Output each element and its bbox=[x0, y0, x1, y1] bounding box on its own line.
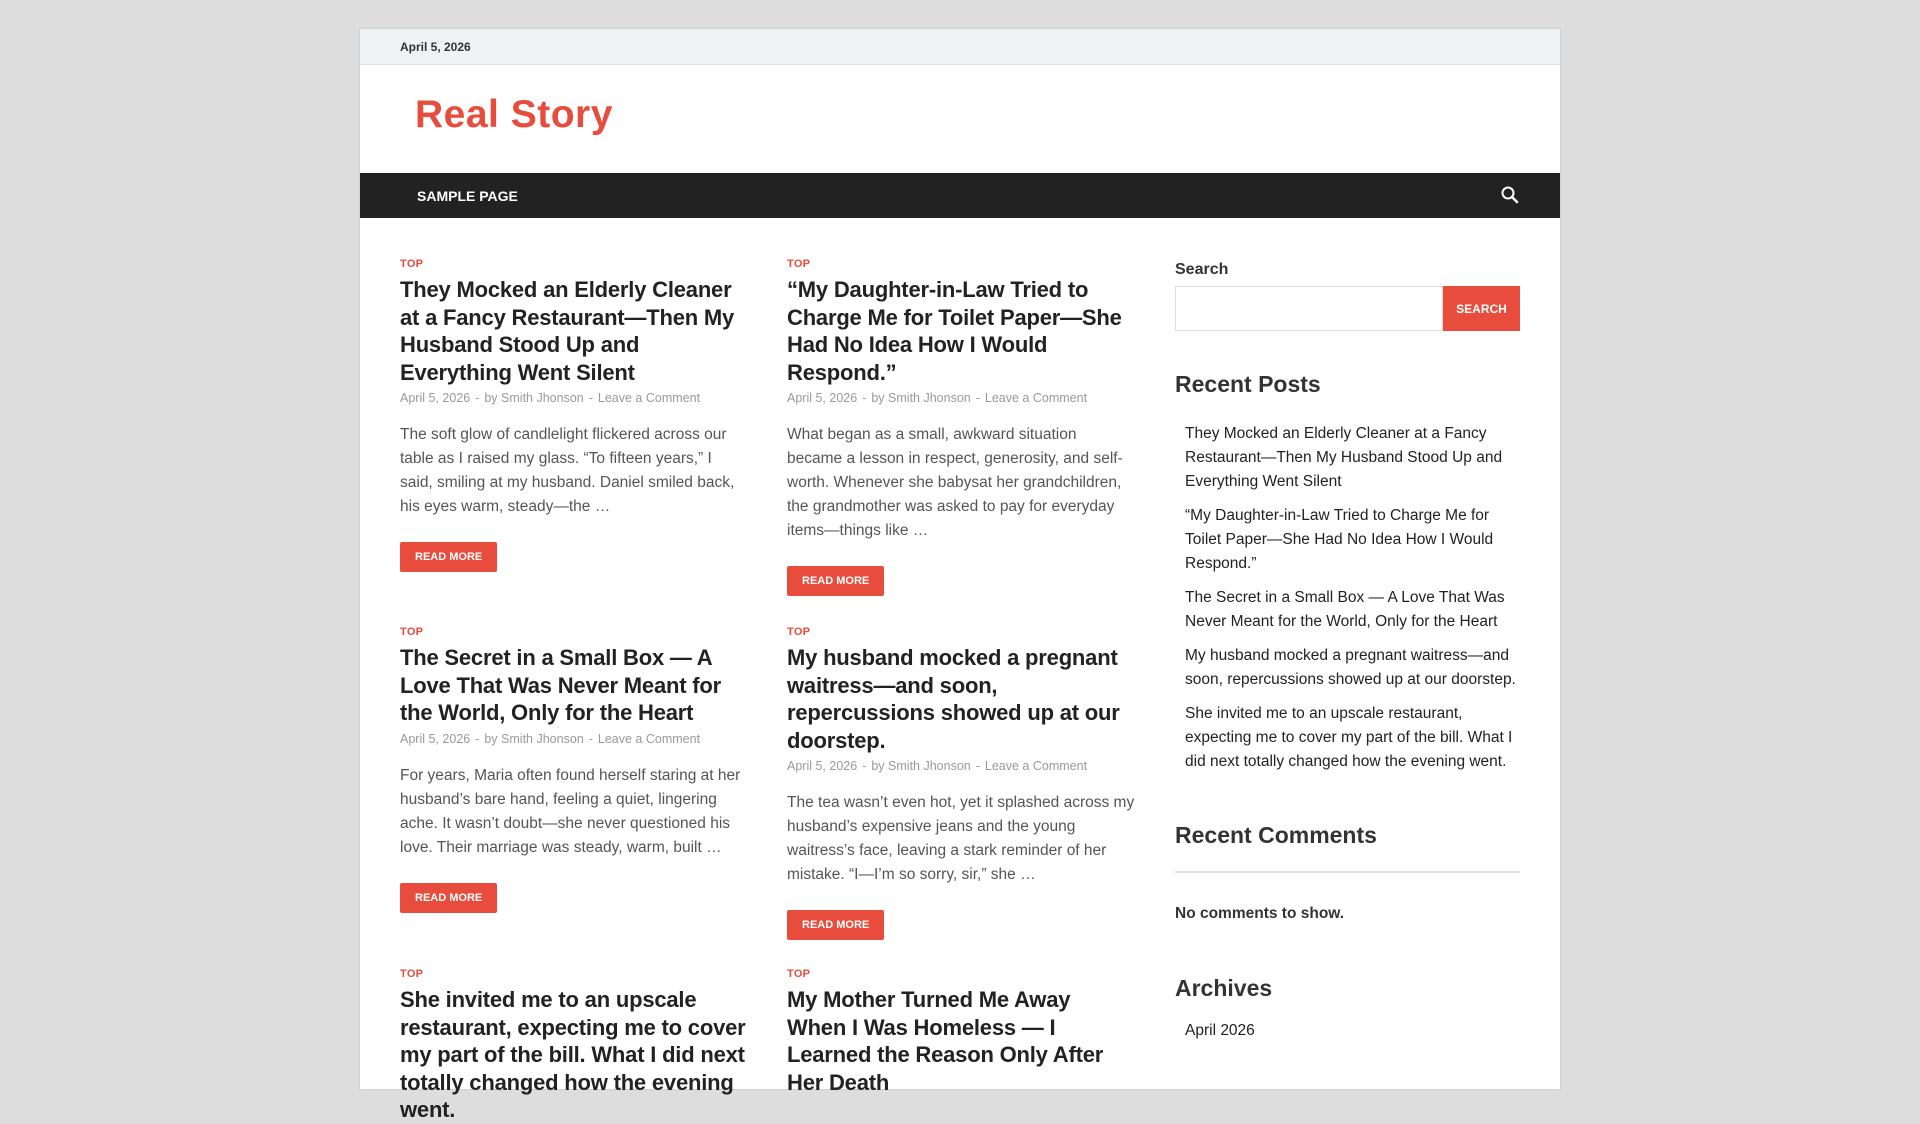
post-category[interactable]: TOP bbox=[400, 626, 424, 638]
recent-comments-title: Recent Comments bbox=[1175, 822, 1377, 848]
sidebar bbox=[1175, 229, 1520, 1080]
post-author[interactable]: Smith Jhonson bbox=[888, 391, 971, 405]
main-nav bbox=[360, 173, 1560, 218]
post-category[interactable]: TOP bbox=[787, 626, 811, 638]
search-icon[interactable] bbox=[1500, 185, 1520, 205]
recent-posts-list bbox=[1175, 422, 1520, 774]
post-title[interactable]: My Mother Turned Me Away When I Was Homeless — I Learned the Reason Only After Her Death bbox=[787, 987, 1104, 1095]
post-category[interactable]: TOP bbox=[787, 258, 811, 270]
recent-posts-title: Recent Posts bbox=[1175, 371, 1321, 397]
post-category[interactable]: TOP bbox=[400, 258, 424, 270]
recent-post-link[interactable]: “My Daughter-in-Law Tried to Charge Me for Toilet Paper—She Had No Idea How I Would Respond.” bbox=[1185, 507, 1494, 572]
post-title[interactable]: My husband mocked a pregnant waitress—and soon, repercussions showed up at our doorstep. bbox=[787, 645, 1120, 753]
site-title[interactable]: Real Story bbox=[415, 93, 613, 136]
post-title[interactable]: They Mocked an Elderly Cleaner at a Fancy Restaurant—Then My Husband Stood Up and Everything Went Silent bbox=[400, 277, 735, 385]
comment-link[interactable]: Leave a Comment bbox=[984, 391, 1088, 405]
post-meta: April 5, 2026 - by Smith Jhonson - Leave a Comment bbox=[787, 759, 1088, 773]
recent-post-link[interactable]: My husband mocked a pregnant waitress—and soon, repercussions showed up at our doorstep. bbox=[1185, 647, 1516, 688]
read-more-button[interactable]: READ MORE bbox=[400, 542, 497, 572]
read-more-button[interactable]: READ MORE bbox=[787, 910, 884, 940]
comment-link[interactable]: Leave a Comment bbox=[597, 731, 701, 746]
top-bar bbox=[360, 29, 1560, 65]
post-meta: April 5, 2026 - by Smith Jhonson - Leave a Comment bbox=[787, 391, 1088, 405]
post-date[interactable]: April 5, 2026 bbox=[787, 759, 858, 773]
recent-post-link[interactable]: They Mocked an Elderly Cleaner at a Fancy Restaurant—Then My Husband Stood Up and Everything Went Silent bbox=[1185, 425, 1503, 490]
read-more-button[interactable]: READ MORE bbox=[400, 883, 497, 913]
post-card bbox=[787, 626, 1135, 940]
nav-item-sample-page[interactable]: SAMPLE PAGE bbox=[417, 187, 518, 204]
widget-divider bbox=[1175, 871, 1520, 873]
comment-link[interactable]: Leave a Comment bbox=[984, 759, 1088, 773]
search-widget-label: Search bbox=[1175, 261, 1229, 278]
post-meta: April 5, 2026 - by Smith Jhonson - Leave a Comment bbox=[400, 731, 701, 746]
post-excerpt: The soft glow of candlelight flickered across our table as I raised my glass. “To fifteen years,” I said, smiling at my husband. Daniel smiled back, his eyes warm, steady—the … bbox=[400, 426, 735, 515]
archives-title: Archives bbox=[1175, 975, 1273, 1001]
post-date[interactable]: April 5, 2026 bbox=[787, 391, 858, 405]
post-title[interactable]: The Secret in a Small Box — A Love That Was Never Meant for the World, Only for the Heart bbox=[400, 645, 722, 725]
post-author[interactable]: Smith Jhonson bbox=[501, 731, 584, 746]
author-prefix: by bbox=[484, 391, 498, 405]
read-more-button[interactable]: READ MORE bbox=[787, 566, 884, 596]
post-category[interactable]: TOP bbox=[400, 968, 424, 980]
post-excerpt: The tea wasn’t even hot, yet it splashed across my husband’s expensive jeans and the young waitress’s face, leaving a stark reminder of her mistake. “I—I’m so sorry, sir,” she … bbox=[787, 794, 1135, 883]
post-title[interactable]: She invited me to an upscale restaurant, expecting me to cover my part of the bill. What I did next totally changed how the evening went. bbox=[400, 987, 746, 1122]
search-input[interactable] bbox=[1175, 286, 1443, 331]
masthead bbox=[360, 65, 1560, 173]
top-bar-date: April 5, 2026 bbox=[400, 39, 471, 54]
author-prefix: by bbox=[871, 759, 885, 773]
archive-link[interactable]: April 2026 bbox=[1185, 1022, 1255, 1039]
comment-link[interactable]: Leave a Comment bbox=[597, 391, 701, 405]
post-title[interactable]: “My Daughter-in-Law Tried to Charge Me for Toilet Paper—She Had No Idea How I Would Respond.” bbox=[787, 277, 1122, 385]
post-date[interactable]: April 5, 2026 bbox=[400, 391, 471, 405]
author-prefix: by bbox=[484, 731, 498, 746]
post-card bbox=[400, 258, 748, 572]
post-card bbox=[400, 968, 748, 1124]
search-widget bbox=[1175, 286, 1520, 331]
recent-post-link[interactable]: She invited me to an upscale restaurant, expecting me to cover my part of the bill. What I did next totally changed how the evening went. bbox=[1185, 705, 1513, 770]
post-excerpt: What began as a small, awkward situation became a lesson in respect, generosity, and self-worth. Whenever she babysat her grandchildren, the grandmother was asked to pay for everyday items—things like … bbox=[787, 426, 1123, 539]
author-prefix: by bbox=[871, 391, 885, 405]
no-comments-text: No comments to show. bbox=[1175, 905, 1345, 922]
post-excerpt: For years, Maria often found herself staring at her husband’s bare hand, feeling a quiet, lingering ache. It wasn’t doubt—she never questioned his love. Their marriage was steady, warm, built … bbox=[400, 766, 741, 856]
posts-grid bbox=[400, 258, 1135, 1122]
post-meta: April 5, 2026 - by Smith Jhonson - Leave a Comment bbox=[400, 391, 701, 405]
post-card bbox=[787, 968, 1135, 1096]
post-card bbox=[400, 626, 748, 913]
search-button[interactable]: SEARCH bbox=[1443, 286, 1520, 331]
post-author[interactable]: Smith Jhonson bbox=[501, 391, 584, 405]
post-author[interactable]: Smith Jhonson bbox=[888, 759, 971, 773]
post-date[interactable]: April 5, 2026 bbox=[400, 731, 471, 746]
post-card bbox=[787, 258, 1135, 596]
post-category[interactable]: TOP bbox=[787, 968, 811, 980]
recent-post-link[interactable]: The Secret in a Small Box — A Love That Was Never Meant for the World, Only for the Heart bbox=[1185, 589, 1505, 630]
